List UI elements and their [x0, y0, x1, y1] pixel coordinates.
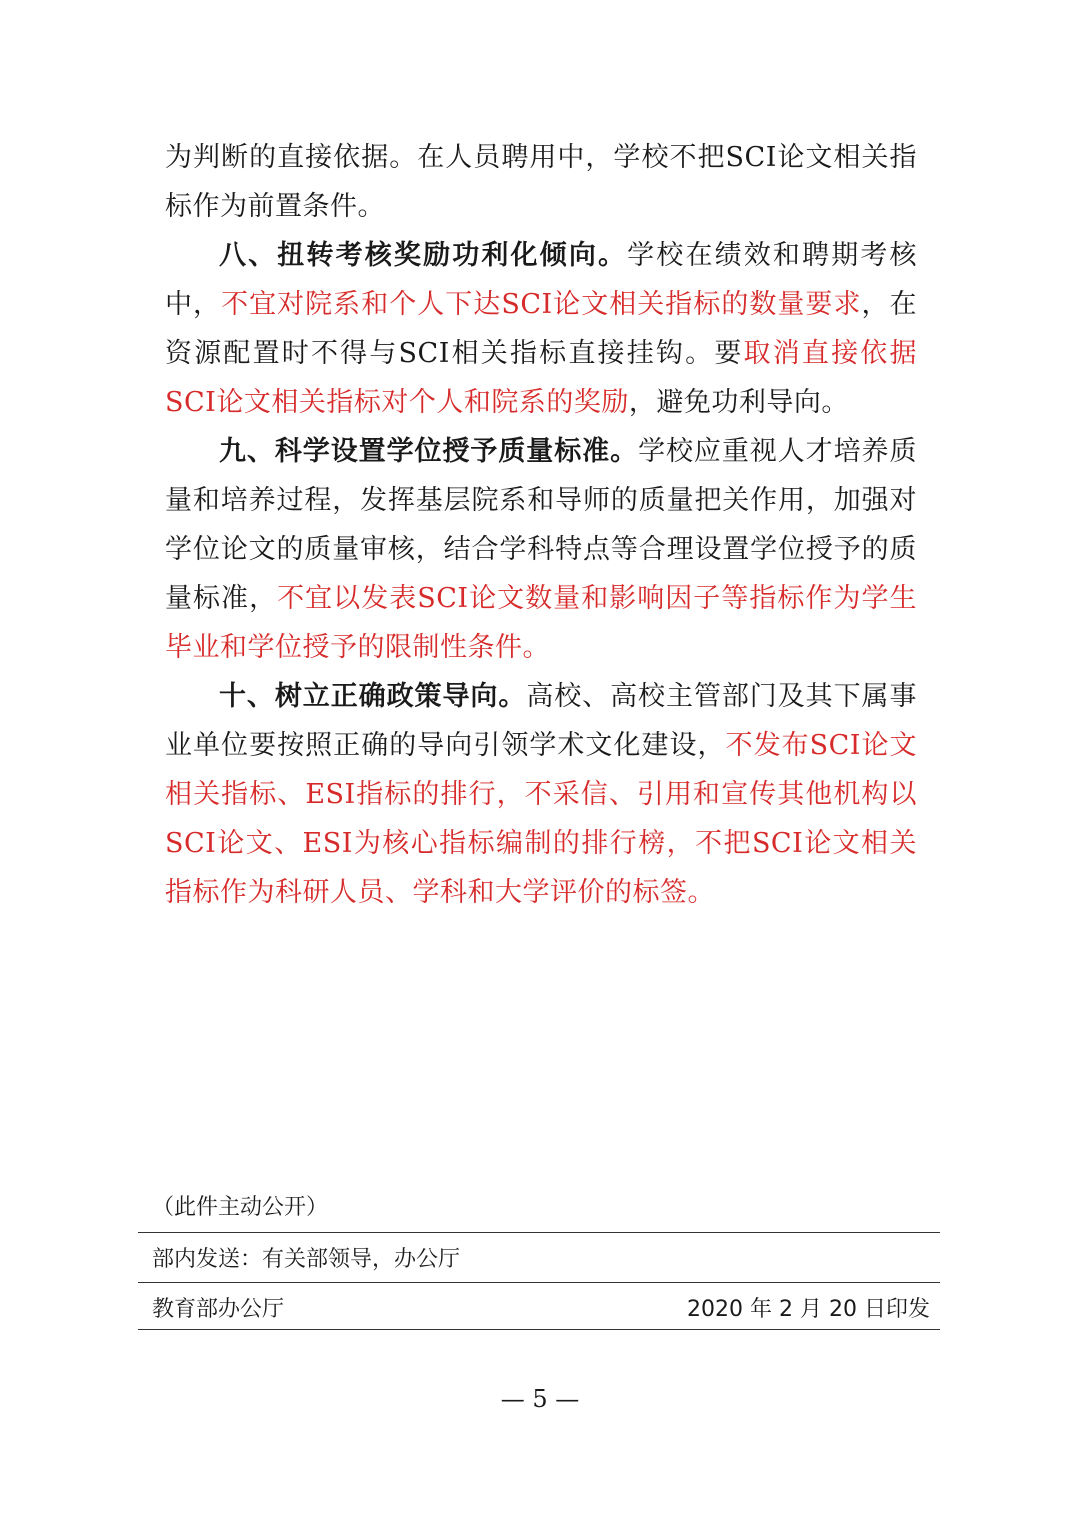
- page-number: — 5 —: [500, 1385, 580, 1413]
- footer-rule-top: [138, 1232, 940, 1233]
- footer-rule-bottom: [138, 1329, 940, 1330]
- section-10-highlight-1: 不发布SCI论文相关指标、ESI指标的排行，不采信、引用和宣传其他机构以SCI论文、ESI为核心指标编制的排行榜，不把SCI论文相关指标作为科研人员、学科和大学评价的标签。: [165, 730, 918, 908]
- section-8-highlight-1: 不宜对院系和个人下达SCI论文相关指标的数量要求: [221, 289, 862, 320]
- section-9-heading: 九、科学设置学位授予质量标准。: [219, 436, 639, 467]
- public-note: （此件主动公开）: [152, 1195, 329, 1220]
- print-date: 2020 年 2 月 20 日印发: [687, 1297, 930, 1322]
- issuer: 教育部办公厅: [152, 1297, 285, 1322]
- section-9-paragraph: [165, 427, 917, 672]
- continuation-paragraph: 为判断的直接依据。在人员聘用中，学校不把SCI论文相关指标作为前置条件。: [165, 142, 917, 222]
- section-8-heading: 八、扭转考核奖励功利化倾向。: [219, 240, 628, 271]
- section-8-text-1: 学校在绩效和聘期考核中，: [165, 240, 918, 320]
- section-10-paragraph: [165, 672, 917, 917]
- section-10-heading: 十、树立正确政策导向。: [219, 681, 527, 712]
- section-8-paragraph: [165, 231, 917, 427]
- section-8-highlight-2: 取消直接依据SCI论文相关指标对个人和院系的奖励: [165, 338, 918, 418]
- section-8-text-3: ，避免功利导向。: [628, 387, 849, 418]
- document-body: [165, 133, 917, 917]
- section-8-text-2: ，在资源配置时不得与SCI相关指标直接挂钩。要: [165, 289, 918, 369]
- footer-rule-middle: [138, 1282, 940, 1283]
- section-10-text-1: 高校、高校主管部门及其下属事业单位要按照正确的导向引领学术文化建设，: [165, 681, 917, 761]
- distribution-line: 部内发送：有关部领导，办公厅: [152, 1247, 461, 1272]
- section-9-highlight-1: 不宜以发表SCI论文数量和影响因子等指标作为学生毕业和学位授予的限制性条件。: [165, 583, 917, 663]
- section-9-text-1: 学校应重视人才培养质量和培养过程，发挥基层院系和导师的质量把关作用，加强对学位论文的质量审核，结合学科特点等合理设置学位授予的质量标准，: [165, 436, 917, 614]
